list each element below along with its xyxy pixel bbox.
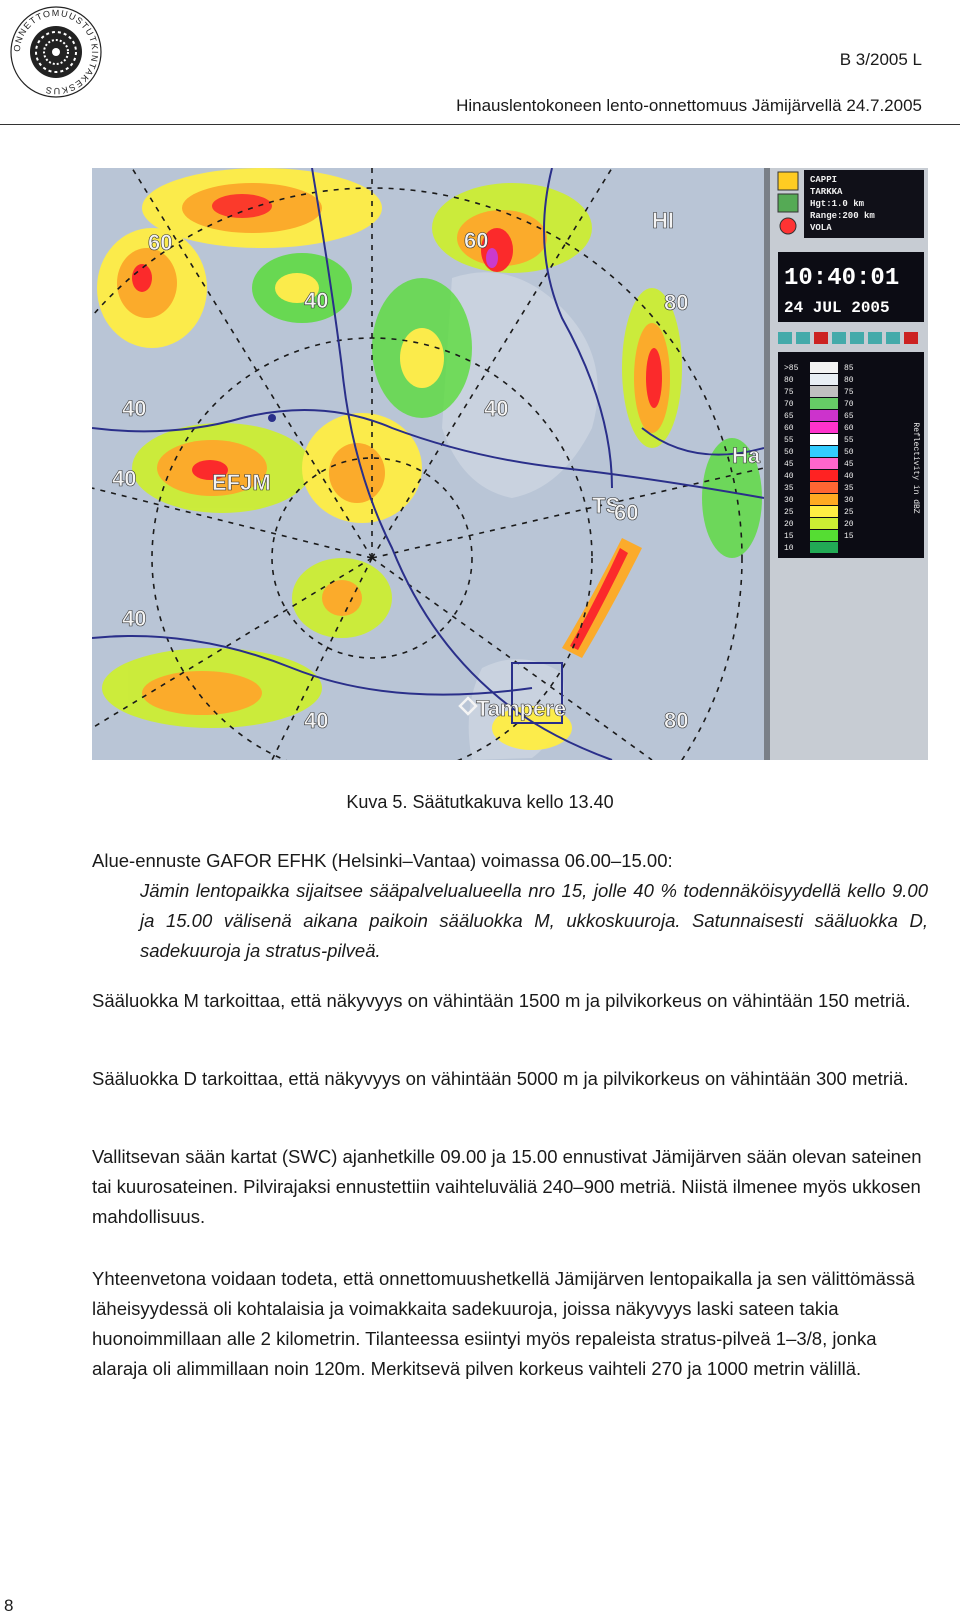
range-label: 80	[664, 290, 689, 315]
legend-title: Reflectivity in dBZ	[911, 422, 920, 514]
legend-swatch	[810, 542, 838, 553]
legend-swatch	[810, 374, 838, 385]
legend-swatch	[810, 386, 838, 397]
legend-swatch	[810, 362, 838, 373]
legend-swatch	[810, 422, 838, 433]
page-number: 8	[4, 1596, 14, 1615]
legend-value-label: 10	[784, 544, 794, 553]
radar-date: 24 JUL 2005	[784, 299, 890, 317]
gafor-forecast-text: Jämin lentopaikka sijaitsee sääpalvelualueella nro 15, jolle 40 % todennäköisyydellä kello 9.00 ja 15.00 välisenä aikana paikoin sääluokka M, ukkoskuuroja. Satunnaisesti sääluokka D, sadekuuroja ja stratus-pilveä.	[140, 880, 928, 961]
legend-value-label: 35	[784, 484, 794, 493]
legend-upper-label: 55	[844, 436, 854, 445]
legend-upper-label: 35	[844, 484, 854, 493]
legend-swatch	[810, 470, 838, 481]
paragraph-swc-charts: Vallitsevan sään kartat (SWC) ajanhetkille 09.00 ja 15.00 ennustivat Jämijärven sään olevan sateinen tai kuurosateinen. Pilvirajaksi ennustettiin vaihteluväliä 240–900 metriä. Niistä ilmenee myös ukkosen mahdollisuus.	[92, 1146, 922, 1227]
document-id: B 3/2005 L	[839, 50, 922, 69]
weather-radar-image	[92, 168, 928, 760]
label-ha: Ha	[732, 443, 761, 468]
paragraph-weather-class-m: Sääluokka M tarkoittaa, että näkyvyys on vähintään 1500 m ja pilvikorkeus on vähintään 150 metriä.	[92, 990, 911, 1011]
product-icon	[778, 172, 798, 190]
legend-upper-label: 75	[844, 388, 854, 397]
range-label: 80	[664, 708, 689, 733]
legend-upper-label: 60	[844, 424, 854, 433]
range-label: 40	[484, 396, 509, 421]
legend-value-label: 30	[784, 496, 794, 505]
label-ts: TS	[592, 493, 621, 518]
info-line: TARKKA	[810, 187, 843, 197]
legend-value-label: 60	[784, 424, 794, 433]
legend-value-label: 25	[784, 508, 794, 517]
info-line: Hgt:1.0 km	[810, 199, 865, 209]
legend-value-label: 15	[784, 532, 794, 541]
legend-swatch	[810, 482, 838, 493]
legend-swatch	[810, 494, 838, 505]
legend-value-label: 40	[784, 472, 794, 481]
legend-value-label: 50	[784, 448, 794, 457]
range-label: 60	[464, 228, 489, 253]
range-label: 60	[614, 500, 639, 525]
legend-swatch	[810, 458, 838, 469]
legend-swatch	[810, 530, 838, 541]
info-line: CAPPI	[810, 175, 838, 185]
range-label: 60	[148, 230, 173, 255]
legend-upper-label: 25	[844, 508, 854, 517]
legend-value-label: 80	[784, 376, 794, 385]
legend-value-label: 20	[784, 520, 794, 529]
product-icon	[780, 218, 796, 234]
legend-swatch	[810, 446, 838, 457]
legend-swatch	[810, 506, 838, 517]
paragraph-summary: Yhteenvetona voidaan todeta, että onnettomuushetkellä Jämijärven lentopaikalla ja sen välittömässä läheisyydessä oli kohtalaisia ja voimakkaita sadekuuroja, joissa näkyvyys laski sateen takia huonoimmillaan alle 2 kilometrin. Tilanteessa esiintyi myös repaleista stratus-pilveä 1–3/8, jonka alaraja oli alimmillaan noin 120m. Merkitsevä pilven korkeus vaihteli 270 ja 1000 metrin välillä.	[92, 1268, 915, 1379]
product-icon	[778, 194, 798, 212]
legend-swatch	[810, 398, 838, 409]
legend-upper-label: 85	[844, 364, 854, 373]
agency-seal-logo	[8, 4, 104, 100]
label-tampere: Tampere	[476, 696, 567, 721]
header-title: Hinauslentokoneen lento-onnettomuus Jämijärvellä 24.7.2005	[456, 96, 922, 115]
legend-swatch	[810, 434, 838, 445]
paragraph-weather-class-d: Sääluokka D tarkoittaa, että näkyvyys on vähintään 5000 m ja pilvikorkeus on vähintään 300 metriä.	[92, 1068, 909, 1089]
range-label: 40	[304, 288, 329, 313]
label-hi: HI	[652, 208, 674, 233]
legend-upper-label: 80	[844, 376, 854, 385]
legend-value-label: 75	[784, 388, 794, 397]
legend-value-label: >85	[784, 364, 799, 373]
legend-swatch	[810, 410, 838, 421]
info-line: VOLA	[810, 223, 832, 233]
legend-upper-label: 40	[844, 472, 854, 481]
radar-map	[92, 168, 764, 760]
legend-upper-label: 45	[844, 460, 854, 469]
range-label: 40	[304, 708, 329, 733]
legend-value-label: 70	[784, 400, 794, 409]
figure-caption: Kuva 5. Säätutkakuva kello 13.40	[346, 792, 614, 812]
radar-control-panel	[764, 168, 928, 760]
legend-value-label: 45	[784, 460, 794, 469]
range-label: 40	[122, 396, 147, 421]
legend-upper-label: 30	[844, 496, 854, 505]
legend-value-label: 65	[784, 412, 794, 421]
legend-upper-label: 20	[844, 520, 854, 529]
gafor-heading: Alue-ennuste GAFOR EFHK (Helsinki–Vantaa) voimassa 06.00–15.00:	[92, 850, 673, 871]
legend-swatch	[810, 518, 838, 529]
airfield-marker	[268, 414, 276, 422]
legend-upper-label: 50	[844, 448, 854, 457]
header-divider	[0, 124, 960, 125]
legend-values-upper	[844, 364, 854, 541]
range-label: 40	[122, 606, 147, 631]
legend-upper-label: 65	[844, 412, 854, 421]
legend-upper-label: 15	[844, 532, 854, 541]
legend-value-label: 55	[784, 436, 794, 445]
info-line: Range:200 km	[810, 211, 875, 221]
label-efjm: EFJM	[212, 470, 271, 495]
legend-upper-label: 70	[844, 400, 854, 409]
radar-time: 10:40:01	[784, 265, 900, 292]
range-label: 40	[112, 466, 137, 491]
logo-ring-text: ONNETTOMUUSTUTKINTAKESKUS	[11, 7, 101, 97]
